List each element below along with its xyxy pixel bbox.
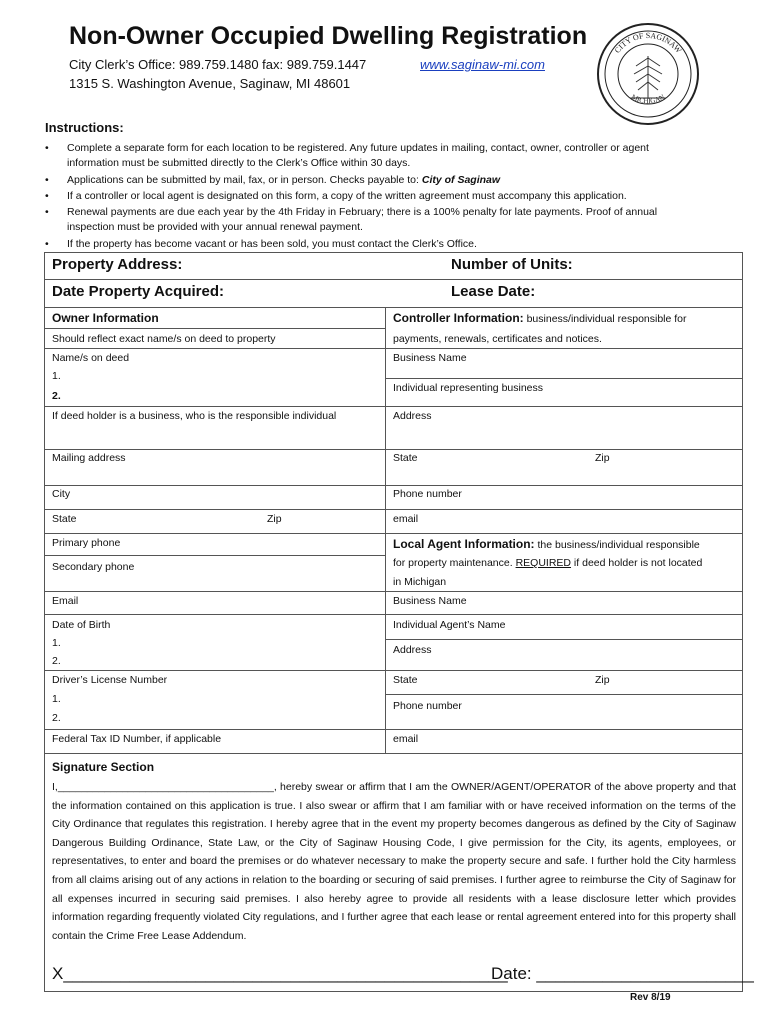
bullet-icon: • bbox=[45, 174, 49, 186]
bullet-icon: • bbox=[45, 238, 49, 250]
agent-state-field[interactable]: State bbox=[393, 674, 418, 686]
owner-note: Should reflect exact name/s on deed to property bbox=[52, 333, 276, 345]
controller-email-field[interactable]: email bbox=[393, 513, 419, 525]
payee-name: City of Saginaw bbox=[421, 174, 501, 186]
controller-phone-field[interactable]: Phone number bbox=[393, 488, 462, 500]
instruction-text: inspection must be provided with your annual renewal payment. bbox=[67, 221, 363, 233]
agent-zip-field[interactable]: Zip bbox=[595, 674, 610, 686]
owner-names-field[interactable]: Name/s on deed bbox=[52, 352, 130, 364]
agent-note-text: if deed holder is not located bbox=[571, 557, 703, 569]
owner-state-field[interactable]: State bbox=[52, 513, 77, 525]
seal-text-bottom: MICHIGAN bbox=[630, 92, 666, 106]
instructions-heading: Instructions: bbox=[45, 120, 124, 135]
owner-dob-field[interactable]: Date of Birth bbox=[52, 619, 111, 631]
seal-text-top: CITY OF SAGINAW bbox=[612, 30, 684, 55]
required-text: REQUIRED bbox=[515, 557, 572, 569]
controller-zip-field[interactable]: Zip bbox=[595, 452, 610, 464]
owner-tax-id-field[interactable]: Federal Tax ID Number, if applicable bbox=[52, 733, 222, 745]
owner-license-1-field[interactable]: 1. bbox=[52, 693, 61, 705]
controller-address-field[interactable]: Address bbox=[393, 410, 432, 422]
owner-dob-2-field[interactable]: 2. bbox=[52, 655, 61, 667]
owner-zip-field[interactable]: Zip bbox=[267, 513, 282, 525]
page-title: Non-Owner Occupied Dwelling Registration bbox=[69, 22, 588, 50]
owner-mailing-address-field[interactable]: Mailing address bbox=[52, 452, 126, 464]
agent-address-field[interactable]: Address bbox=[393, 644, 432, 656]
agent-heading bbox=[393, 537, 700, 551]
controller-note: payments, renewals, certificates and notices. bbox=[393, 333, 602, 345]
owner-name-2-field[interactable]: 2. bbox=[52, 390, 61, 402]
clerk-address: 1315 S. Washington Avenue, Saginaw, MI 48601 bbox=[69, 76, 351, 91]
agent-phone-field[interactable]: Phone number bbox=[393, 700, 462, 712]
website-link[interactable]: www.saginaw-mi.com bbox=[420, 57, 545, 72]
owner-dob-1-field[interactable]: 1. bbox=[52, 637, 61, 649]
agent-note-line3: in Michigan bbox=[393, 576, 447, 588]
agent-email-field[interactable]: email bbox=[393, 733, 419, 745]
bullet-icon: • bbox=[45, 142, 49, 154]
controller-state-field[interactable]: State bbox=[393, 452, 418, 464]
controller-heading-note: business/individual responsible for bbox=[523, 313, 687, 325]
agent-note-text: for property maintenance. bbox=[393, 557, 516, 569]
owner-city-field[interactable]: City bbox=[52, 488, 71, 500]
lease-date-field[interactable]: Lease Date: bbox=[451, 283, 536, 300]
signature-line[interactable]: X_______________________________________________ bbox=[52, 964, 508, 983]
instruction-text: Renewal payments are due each year by the 4th Friday in February; there is a 100% penalty for late payments. Proof of annual bbox=[67, 206, 658, 218]
owner-primary-phone-field[interactable]: Primary phone bbox=[52, 537, 121, 549]
instruction-text: If the property has become vacant or has been sold, you must contact the Clerk’s Office. bbox=[67, 238, 477, 250]
controller-heading-title: Controller Information: bbox=[393, 311, 524, 325]
owner-heading: Owner Information bbox=[52, 311, 159, 325]
revision-label: Rev 8/19 bbox=[630, 992, 671, 1003]
agent-individual-field[interactable]: Individual Agent’s Name bbox=[393, 619, 506, 631]
bullet-icon: • bbox=[45, 206, 49, 218]
responsible-individual-field[interactable]: If deed holder is a business, who is the responsible individual bbox=[52, 410, 337, 422]
owner-name-1-field[interactable]: 1. bbox=[52, 370, 61, 382]
bullet-icon: • bbox=[45, 190, 49, 202]
instruction-text: If a controller or local agent is designated on this form, a copy of the written agreement must accompany this application. bbox=[67, 190, 627, 202]
controller-business-field[interactable]: Business Name bbox=[393, 352, 467, 364]
signature-statement: I,_____________________________________, hereby swear or affirm that I am the OWNER/AGENT/OPERATOR of the above property and that the information contained on this application is true. I also swear or affirm that I am familiar with or have received information on the terms of the City Ordinance that regulates this registration. I hereby agree that in the event my property becomes dangerous as defined by the City of Saginaw Dangerous Building Ordinance, State Law, or the City of Saginaw Housing Code, I give permission for the City, its agents, employees, or representatives, to enter and board the premises or do whatever necessary to make the property secure and safe. I further hold the City harmless from all claims arising out of any actions in relation to the boarding or securing of said premises. I further agree to reimburse the City of Saginaw for all expenses incurred in securing said premises. I also hereby agree to provide all residents with a lease disclosure letter which provides information regarding frequently violated City regulations, and I further agree that each lease or rental agreement entered into for this property shall contain the Crime Free Lease Addendum. bbox=[52, 781, 736, 942]
owner-license-2-field[interactable]: 2. bbox=[52, 712, 61, 724]
date-acquired-field[interactable]: Date Property Acquired: bbox=[52, 283, 224, 300]
instruction-text: Applications can be submitted by mail, fax, or in person. Checks payable to: bbox=[67, 174, 422, 186]
owner-secondary-phone-field[interactable]: Secondary phone bbox=[52, 561, 135, 573]
clerk-phones: City Clerk’s Office: 989.759.1480 fax: 989.759.1447 bbox=[69, 57, 367, 72]
owner-email-field[interactable]: Email bbox=[52, 595, 79, 607]
instruction-text: information must be submitted directly to the Clerk’s Office within 30 days. bbox=[67, 157, 411, 169]
instruction-text: Complete a separate form for each location to be registered. Any future updates in mailing, contact, owner, controller or agent bbox=[67, 142, 649, 154]
agent-heading-note: the business/individual responsible bbox=[534, 539, 700, 551]
number-of-units-field[interactable]: Number of Units: bbox=[451, 256, 573, 273]
agent-business-field[interactable]: Business Name bbox=[393, 595, 467, 607]
signature-heading: Signature Section bbox=[52, 760, 155, 774]
agent-note bbox=[393, 557, 702, 569]
city-seal-logo bbox=[596, 22, 700, 126]
owner-license-field[interactable]: Driver’s License Number bbox=[52, 674, 168, 686]
svg-text:CITY OF SAGINAW bbox=[613, 31, 684, 55]
property-address-field[interactable]: Property Address: bbox=[52, 256, 183, 273]
agent-heading-title: Local Agent Information: bbox=[393, 537, 535, 551]
controller-heading bbox=[393, 311, 687, 325]
controller-individual-field[interactable]: Individual representing business bbox=[393, 382, 544, 394]
signature-date-line[interactable]: Date: _______________________ bbox=[491, 964, 754, 983]
